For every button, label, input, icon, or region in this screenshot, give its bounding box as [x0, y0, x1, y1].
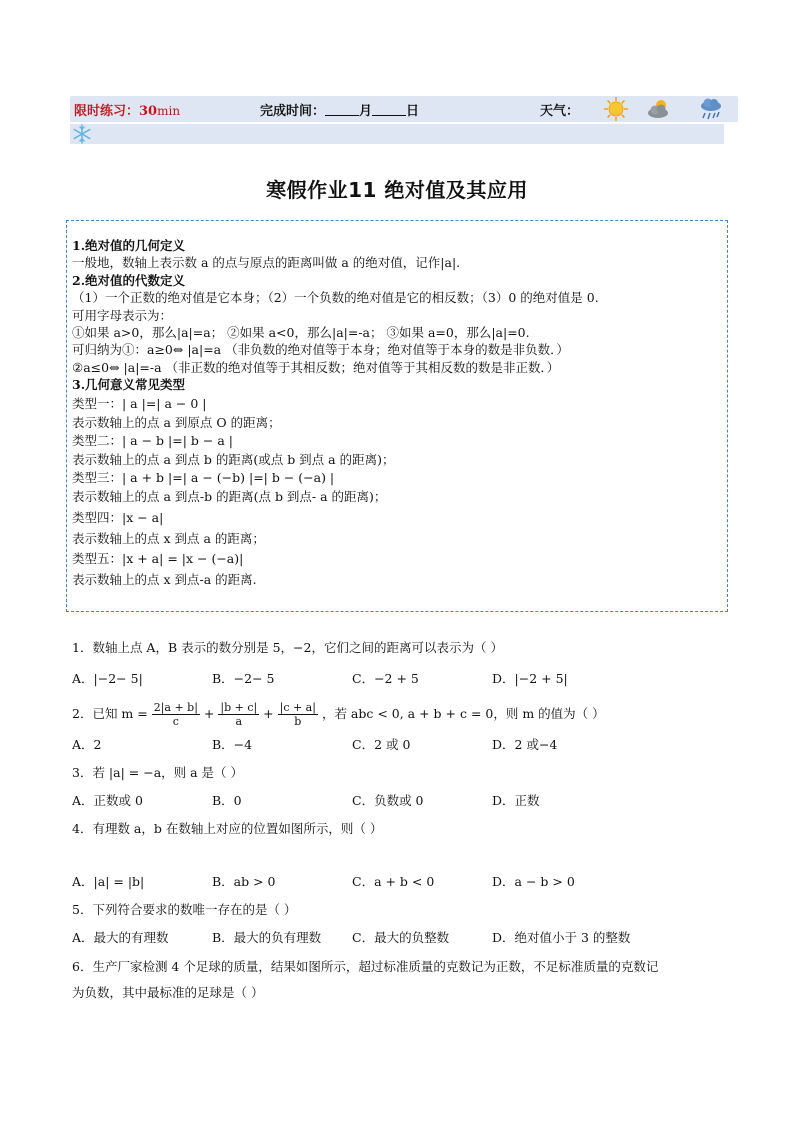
cloud-icon[interactable] — [646, 96, 672, 122]
type-three: 类型三：| a + b |=| a − (−b) |=| b − (−a) | — [72, 470, 335, 486]
month-label: 月 — [359, 104, 373, 119]
algebraic-definition: （1）一个正数的绝对值是它本身；（2）一个负数的绝对值是它的相反数；（3）0 的绝对值是 0. — [72, 290, 599, 306]
questions — [72, 638, 732, 1006]
question-2-prefix: 2．已知 m = — [72, 706, 152, 721]
option-b[interactable]: B．ab > 0 — [212, 874, 276, 889]
option-b[interactable]: B．−4 — [212, 737, 253, 752]
option-a[interactable]: A．|a| = |b| — [72, 874, 145, 889]
time-limit — [74, 100, 180, 119]
fraction-3: $\frac{|c + a|}{b}$ — [279, 701, 316, 728]
finish-label: 完成时间： — [260, 104, 326, 119]
type-three-desc: 表示数轴上的点 a 到点-b 的距离(点 b 到点- a 的距离)； — [72, 489, 387, 505]
question-6-line-2: 为负数，其中最标准的足球是（ ） — [72, 985, 264, 1000]
question-4-options — [72, 872, 732, 892]
header-banner-second-row — [70, 124, 724, 144]
section-heading-geometric: 1.绝对值的几何定义 — [72, 238, 186, 253]
question-2-suffix: ，若 abc < 0, a + b + c = 0，则 m 的值为（ ） — [321, 706, 605, 721]
option-d[interactable]: D．正数 — [492, 793, 540, 808]
letter-representation: 可用字母表示为： — [72, 307, 173, 323]
option-d[interactable]: D．绝对值小于 3 的整数 — [492, 930, 631, 945]
summary-nonnegative: 可归纳为①：a≥0⇔ |a|=a （非负数的绝对值等于本身；绝对值等于本身的数是非负数．） — [72, 342, 569, 358]
question-3-options — [72, 791, 732, 811]
type-four: 类型四：|x − a| — [72, 509, 164, 525]
question-5: 5．下列符合要求的数唯一存在的是（ ） — [72, 902, 297, 917]
day-blank[interactable] — [372, 103, 406, 116]
option-a[interactable]: A．正数或 0 — [72, 793, 143, 808]
option-c[interactable]: C．最大的负整数 — [352, 930, 450, 945]
question-3: 3．若 |a| = −a，则 a 是（ ） — [72, 765, 244, 780]
type-one: 类型一：| a |=| a − 0 | — [72, 395, 207, 411]
option-c[interactable]: C．a + b < 0 — [352, 874, 435, 889]
time-limit-label: 限时练习： — [74, 104, 140, 119]
type-five-desc: 表示数轴上的点 x 到点-a 的距离. — [72, 572, 257, 588]
option-d[interactable]: D．2 或−4 — [492, 737, 558, 752]
rain-icon[interactable] — [698, 96, 724, 122]
month-blank[interactable] — [325, 103, 359, 116]
question-2: 2．已知 m = $\frac{2|a + b|}{c}$ + $\frac{|b + c|}{a}$ + $\frac{|c + a|}{b}$ ，若 abc < 0, a + b + c = 0，则 m 的值为（ ） — [72, 701, 605, 728]
option-c[interactable]: C．−2 + 5 — [352, 671, 419, 686]
fraction-2: $\frac{|b + c|}{a}$ — [220, 701, 258, 728]
type-five: 类型五：|x + a| = |x − (−a)| — [72, 551, 244, 567]
weather-label: 天气： — [540, 104, 580, 119]
option-b[interactable]: B．最大的负有理数 — [212, 930, 322, 945]
type-one-desc: 表示数轴上的点 a 到原点 O 的距离； — [72, 414, 281, 430]
type-four-desc: 表示数轴上的点 x 到点 a 的距离； — [72, 530, 265, 546]
question-2-options — [72, 735, 732, 755]
question-6-line-1: 6．生产厂家检测 4 个足球的质量，结果如图所示，超过标准质量的克数记为正数，不足标准质量的克数记 — [72, 959, 659, 974]
option-c[interactable]: C．2 或 0 — [352, 737, 411, 752]
time-limit-value: 30 — [139, 104, 158, 119]
header-banner — [70, 96, 738, 122]
question-5-options — [72, 928, 732, 948]
option-b[interactable]: B．0 — [212, 793, 242, 808]
option-d[interactable]: D．|−2 + 5| — [492, 671, 568, 686]
snowflake-icon[interactable] — [72, 124, 92, 144]
option-d[interactable]: D．a − b > 0 — [492, 874, 575, 889]
option-a[interactable]: A．|−2− 5| — [72, 671, 143, 686]
option-a[interactable]: A．最大的有理数 — [72, 930, 169, 945]
knowledge-points — [72, 237, 722, 588]
geometric-definition: 一般地，数轴上表示数 a 的点与原点的距离叫做 a 的绝对值，记作|a|. — [72, 255, 461, 271]
type-two: 类型二：| a − b |=| b − a | — [72, 432, 233, 448]
day-label: 日 — [406, 104, 420, 119]
question-1: 1．数轴上点 A，B 表示的数分别是 5，−2，它们之间的距离可以表示为（ ） — [72, 640, 503, 655]
question-1-options — [72, 669, 732, 689]
sun-icon[interactable] — [603, 96, 629, 122]
time-limit-unit: min — [157, 104, 181, 118]
option-b[interactable]: B．−2− 5 — [212, 671, 275, 686]
section-heading-algebraic: 2.绝对值的代数定义 — [72, 272, 186, 288]
option-a[interactable]: A．2 — [72, 737, 102, 752]
page-title: 寒假作业11 绝对值及其应用 — [266, 178, 528, 202]
fraction-1: $\frac{2|a + b|}{c}$ — [153, 701, 198, 728]
section-heading-types: 3.几何意义常见类型 — [72, 377, 186, 393]
finish-time — [260, 100, 419, 119]
summary-nonpositive: ②a≤0⇔ |a|=-a （非正数的绝对值等于其相反数；绝对值等于其相反数的数是非正数．） — [72, 359, 560, 375]
type-two-desc: 表示数轴上的点 a 到点 b 的距离(或点 b 到点 a 的距离)； — [72, 451, 395, 467]
question-4: 4．有理数 a，b 在数轴上对应的位置如图所示，则（ ） — [72, 821, 383, 836]
three-cases: ①如果 a>0，那么|a|=a； ②如果 a<0，那么|a|=-a； ③如果 a=0，那么|a|=0. — [72, 324, 530, 340]
option-c[interactable]: C．负数或 0 — [352, 793, 424, 808]
